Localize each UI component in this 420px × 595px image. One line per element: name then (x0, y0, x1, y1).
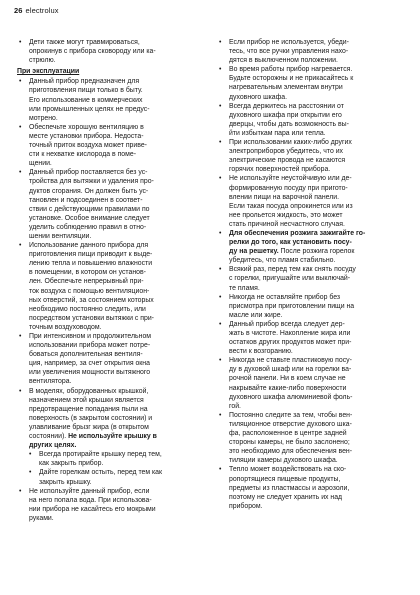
list-item: • Обеспечьте хорошую вентиляцию в месте установки прибора. Недоста- точный приток воздуха может приве- сти к нехватке кислорода в поме- щении. (17, 123, 204, 168)
list-item: • Дайте горелкам остыть, перед тем как закрыть крышку. (17, 468, 204, 486)
list-item: • Данный прибор предназначен для приготовления пищи только в быту. Его использование в коммерческих или промышленных целях не предус- мотрено. (17, 77, 204, 122)
list-item: • Всегда протирайте крышку перед тем, как закрыть прибор. (17, 450, 204, 468)
list-item-ignition (217, 229, 404, 265)
list-item: • Всякий раз, перед тем как снять посуду с горелки, пригушайте или выключай- те пламя. (217, 265, 404, 292)
lid-text: В моделях, оборудованных крышкой, назначением этой крышки является предотвращение попадания пыли на поверхность (в закрытом состоянии) и улавливание брызг жира (в открытом состоянии). (29, 387, 153, 441)
list-item: • Всегда держитесь на расстоянии от духовного шкафа при открытии его дверцы, чтобы дать возможность вы- йти избыткам пара или тепла. (217, 102, 404, 138)
list-item: • Не используйте данный прибор, если на него попала вода. При использова- нии прибора не касайтесь его мокрыми руками. (17, 487, 204, 523)
list-item: • Никогда не ставьте пластиковую посу- ду в духовой шкаф или на горелки ва- рочной панели. Ни в коем случае не накрывайте какие-либо поверхности духовного шкафа алюминиевой фоль- гой. (217, 356, 404, 411)
list-item: • Не используйте неустойчивую или де- формированную посуду при пригото- влении пищи на варочной панели. Если такая посуда опрокинется или из нее прольется жидкость, это может стать причиной несчастного случая. (217, 174, 404, 229)
list-item: • Данный прибор поставляется без ус- тройства для вытяжки и удаления про- дуктов сгорания. Он должен быть ус- тановлен и подсоединен в соответ- ствии с действующими правилами по установке. Особое внимание следует уделить соблюдению правил в отно- шении вентиляции. (17, 168, 204, 241)
right-column (217, 38, 404, 511)
ignition-warning: Для обеспечения розжига зажигайте го- релки до того, как установить посу- ду на решетку. (229, 229, 366, 256)
list-item: • Во время работы прибор нагревается. Будьте осторожны и не прикасайтесь к нагревательным элементам внутри духовного шкафа. (217, 65, 404, 101)
list-item: • Данный прибор всегда следует дер- жать в чистоте. Накопление жира или остатков других продуктов может при- вести к возгоранию. (217, 320, 404, 356)
list-item: • Никогда не оставляйте прибор без присмотра при приготовлении пищи на масле или жире. (217, 293, 404, 320)
list-item: • Постоянно следите за тем, чтобы вен- тиляционное отверстие духового шка- фа, расположенное в центре задней стороны камеры, не было заслонено; это необходимо для обеспечения вен- тиляции камеры духового шкафа. (217, 411, 404, 466)
left-column (17, 38, 204, 523)
ignition-text: После розжига горелок убедитесь, что пламя стабильно. (229, 248, 355, 265)
list-item: • Дети также могут травмироваться, опрокинув с прибора сковороду или ка- стрюлю. (17, 38, 204, 65)
lid-warning: Не используйте крышку в других целях. (29, 433, 157, 450)
list-item-lid (17, 387, 204, 451)
list-item: • При интенсивном и продолжительном использовании прибора может потре- боваться дополнительная вентиля- ция, например, за счет открытия окна или увеличения мощности вытяжного вентилятора. (17, 332, 204, 387)
page-header (14, 6, 59, 15)
list-item: • Использование данного прибора для приготовления пищи приводит к выде- лению тепла и повышению влажности в помещении, в котором он установ- лен. Обеспечьте непрерывный при- ток воздуха с помощью вентиляцион- ных отверстий, за состоянием которых необходимо постоянно следить, или посредством установки вытяжки с при- точным воздуховодом. (17, 241, 204, 332)
list-item: • Если прибор не используется, убеди- тесь, что все ручки управления нахо- дятся в выключенном положении. (217, 38, 404, 65)
list-item: • При использовании каких-либо других электроприборов убедитесь, что их электрические провода не касаются горячих поверхностей прибора. (217, 138, 404, 174)
brand-name: electrolux (25, 6, 59, 15)
list-item: • Тепло может воздействовать на ско- ропортящиеся пищевые продукты, предметы из пластмассы и аэрозоли, поэтому не следует хранить их над прибором. (217, 465, 404, 510)
page-number: 26 (14, 6, 23, 15)
section-heading-usage: При эксплуатации (17, 68, 80, 76)
